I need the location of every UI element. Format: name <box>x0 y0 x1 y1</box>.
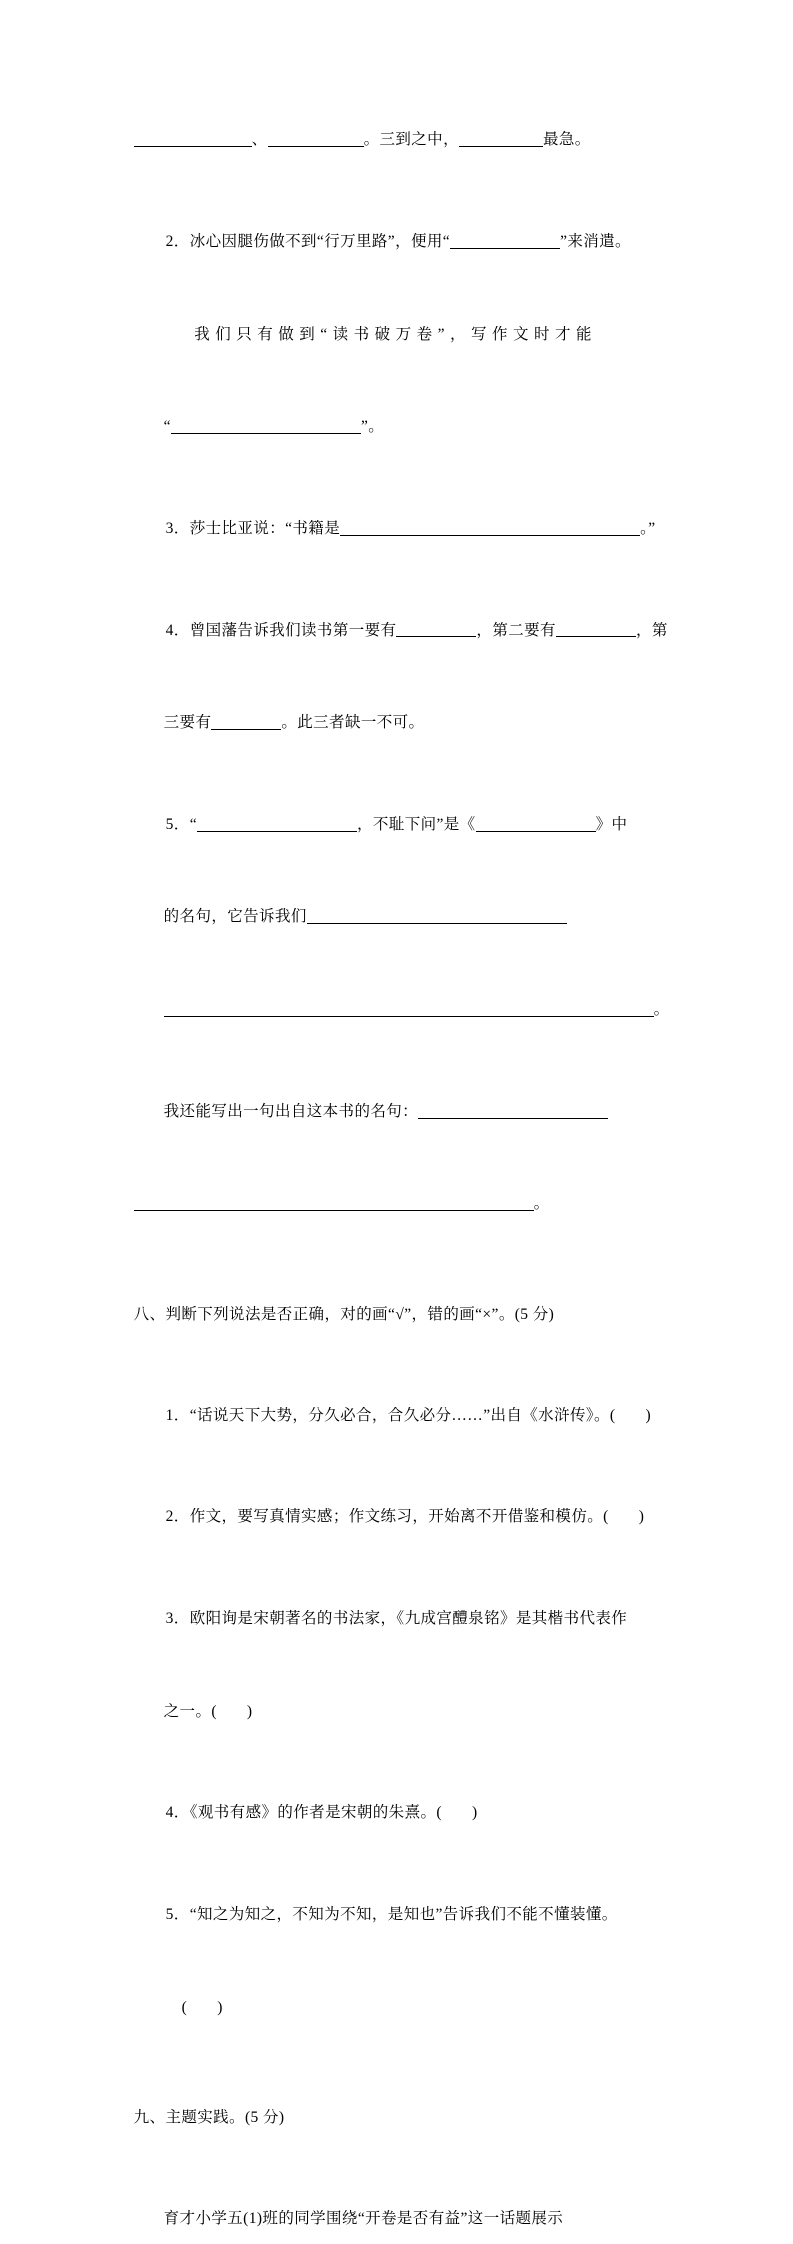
item-text: 《观书有感》的作者是宋朝的朱熹。( <box>189 1804 442 1822</box>
question-5-text-5: 。 <box>653 1001 670 1019</box>
item-number: 2． <box>165 1508 190 1526</box>
question-2-text-4: “ <box>163 418 171 436</box>
answer-blank[interactable] <box>418 1101 608 1119</box>
item-tail: ) <box>246 1702 253 1720</box>
question-4-number: 4． <box>165 621 190 639</box>
answer-box[interactable] <box>609 1507 639 1524</box>
section-8-heading <box>108 1270 688 1361</box>
separator-text: 、 <box>251 131 268 149</box>
item-tail: ) <box>217 1998 223 2016</box>
page-content <box>108 95 688 2244</box>
answer-blank[interactable] <box>476 814 596 832</box>
item-number: 1． <box>165 1406 190 1424</box>
section-8-item-5-line-2 <box>108 1962 688 2053</box>
continuation-text: 。三到之中， <box>363 131 459 149</box>
question-2-line-2 <box>108 289 688 380</box>
item-tail: ) <box>638 1508 645 1526</box>
question-4-text-3: ，第 <box>635 621 668 639</box>
question-5-number: 5． <box>165 815 190 833</box>
question-2-line-3 <box>108 382 688 473</box>
answer-blank[interactable] <box>134 129 252 147</box>
item-number: 5． <box>165 1906 190 1924</box>
question-4-text-1: 曾国藩告诉我们读书第一要有 <box>189 621 397 639</box>
question-5-text-7: 。 <box>533 1195 550 1213</box>
answer-blank[interactable] <box>268 129 364 147</box>
item-text: “话说天下大势，分久必合，合久必分……”出自《水浒传》。( <box>189 1406 616 1424</box>
question-3-number: 3． <box>165 519 190 537</box>
question-5-text-1: “ <box>189 815 197 833</box>
answer-blank[interactable] <box>459 129 543 147</box>
answer-box[interactable] <box>187 1997 217 2014</box>
item-tail: ) <box>645 1406 652 1424</box>
answer-blank[interactable] <box>171 416 361 434</box>
answer-box[interactable] <box>217 1701 247 1718</box>
question-2-text-5: ”。 <box>360 418 385 436</box>
answer-blank[interactable] <box>211 712 281 730</box>
question-4-text-2: ，第二要有 <box>476 621 556 639</box>
question-3-text-1: 莎士比亚说：“书籍是 <box>189 519 341 537</box>
section-9-body-text: 育才小学五(1)班的同学围绕“开卷是否有益”这一话题展示 <box>163 2210 564 2227</box>
answer-blank[interactable] <box>340 518 640 536</box>
answer-blank[interactable] <box>134 1193 534 1211</box>
question-5-text-6: 我还能写出一句出自这本书的名句： <box>163 1102 419 1120</box>
answer-blank[interactable] <box>450 231 560 249</box>
question-4-text-5: 。此三者缺一不可。 <box>281 714 425 732</box>
question-3-text-2: 。” <box>640 519 656 537</box>
question-4-line-2 <box>108 678 688 769</box>
question-5-text-3: 》中 <box>595 815 628 833</box>
question-5-line-1 <box>108 780 688 871</box>
section-8-item-3 <box>108 1574 688 1665</box>
item-text: “知之为知之，不知为不知，是知也”告诉我们不能不懂装懂。 <box>189 1906 618 1924</box>
question-5-line-2 <box>108 872 688 963</box>
answer-blank[interactable] <box>307 906 567 924</box>
item-text-2: 之一。( <box>163 1702 217 1720</box>
section-8-item-4 <box>108 1768 688 1859</box>
item-number: 4． <box>165 1804 190 1822</box>
question-2-text-3: 我们只有做到“读书破万卷”，写作文时才能 <box>194 325 598 343</box>
answer-blank[interactable] <box>396 619 476 637</box>
question-5-text-4: 的名句，它告诉我们 <box>163 908 307 926</box>
answer-blank[interactable] <box>164 999 654 1017</box>
section-8-item-5 <box>108 1870 688 1961</box>
item-number: 3． <box>165 1610 190 1628</box>
item-text: 作文，要写真情实感；作文练习，开始离不开借鉴和模仿。( <box>189 1508 609 1526</box>
question-5-text-2: ，不耻下问”是《 <box>357 815 476 833</box>
question-2-number: 2． <box>165 232 190 250</box>
section-8-item-2 <box>108 1472 688 1563</box>
question-2-text-1: 冰心因腿伤做不到“行万里路”，便用“ <box>189 232 451 250</box>
answer-blank[interactable] <box>556 619 636 637</box>
question-4-line-1 <box>108 585 688 676</box>
question-2-line-1 <box>108 197 688 288</box>
item-text: 欧阳询是宋朝著名的书法家，《九成宫醴泉铭》是其楷书代表作 <box>189 1610 628 1628</box>
section-8-item-1 <box>108 1371 688 1462</box>
question-5-line-4 <box>108 1067 688 1158</box>
item-tail: ) <box>471 1804 478 1822</box>
section-8-item-3-line-2 <box>108 1667 688 1758</box>
question-5-line-5 <box>108 1159 688 1250</box>
top-continuation-line <box>108 95 688 186</box>
question-4-text-4: 三要有 <box>163 714 212 732</box>
answer-blank[interactable] <box>197 814 357 832</box>
question-2-text-2: ”来消遣。 <box>560 232 631 250</box>
question-3-line <box>108 484 688 575</box>
section-9-body <box>108 2174 688 2244</box>
continuation-text-end: 最急。 <box>542 131 591 149</box>
section-8-heading-text: 八、判断下列说法是否正确，对的画“√”，错的画“×”。(5 分) <box>133 1306 555 1324</box>
answer-box[interactable] <box>616 1405 646 1422</box>
item-text-2: ( <box>181 1998 188 2016</box>
section-9-heading-text: 九、主题实践。(5 分) <box>133 2109 285 2127</box>
question-5-line-3 <box>108 965 688 1056</box>
section-9-heading <box>108 2073 688 2164</box>
answer-box[interactable] <box>442 1803 472 1820</box>
